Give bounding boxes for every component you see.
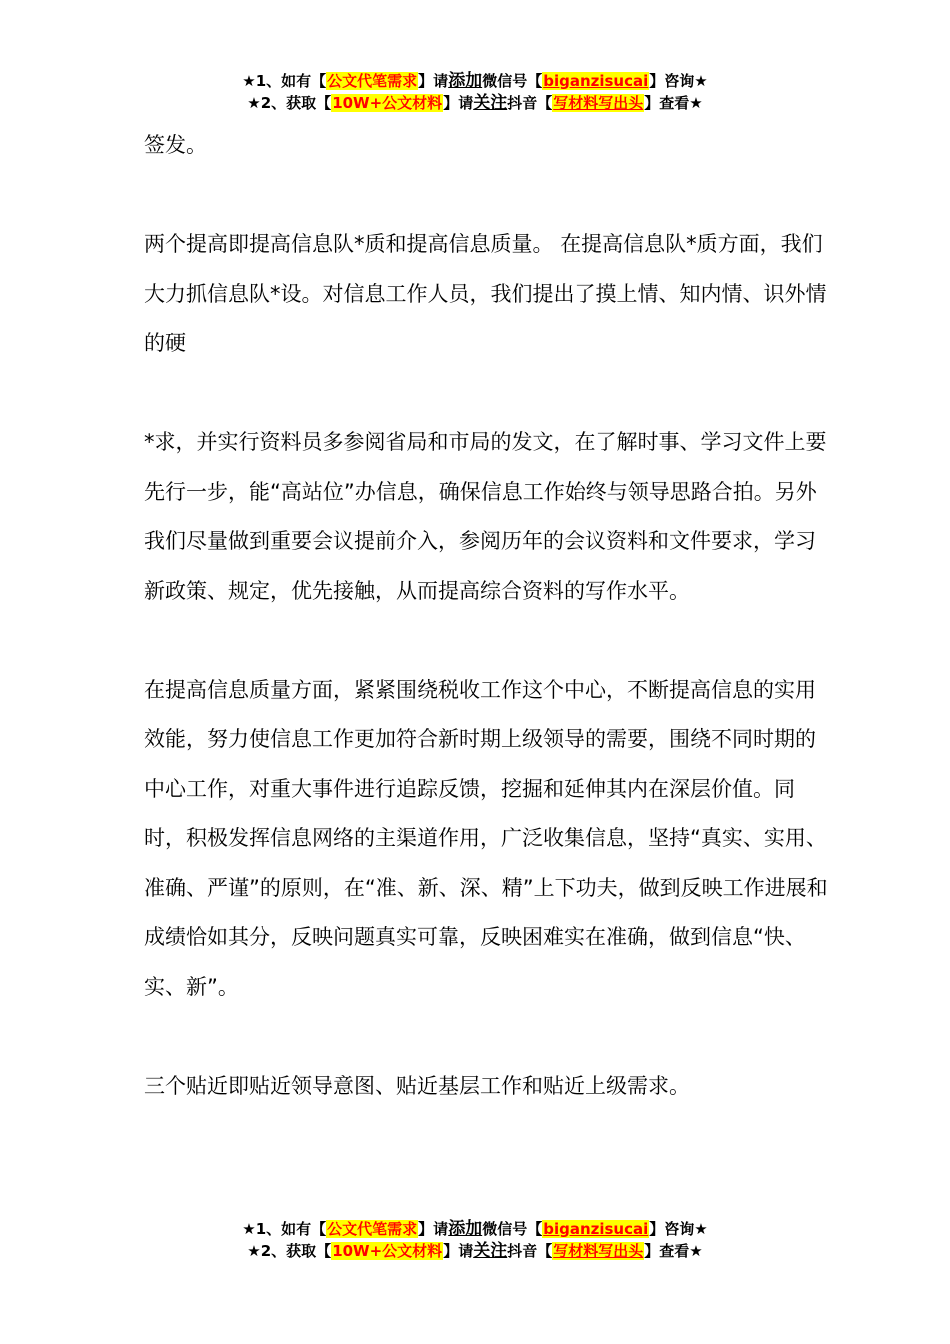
banner-text: 】请 [443, 1242, 474, 1260]
paragraph: 三个贴近即贴近领导意图、贴近基层工作和贴近上级需求。 [144, 1073, 690, 1098]
banner-line-1 [0, 70, 950, 92]
paragraph-gap [144, 1012, 834, 1062]
emphasis-text: 关注 [473, 1241, 508, 1261]
paragraph-gap [144, 171, 834, 221]
banner-line-2 [0, 1240, 950, 1262]
banner-text: 】请 [418, 72, 449, 90]
banner-text: 】查看★ [644, 94, 703, 112]
banner-text: ★1、如有【 [242, 1220, 327, 1238]
paragraph: 在提高信息质量方面，紧紧围绕税收工作这个中心，不断提高信息的实用效能，努力使信息工作更加符合新时期上级领导的需要，围绕不同时期的中心工作，对重大事件进行追踪反馈，挖掘和延伸其内在深层价值。同时，积极发挥信息网络的主渠道作用，广泛收集信息，坚持“真实、实用、准确、严谨”的原则，在“准、新、深、精”上下功夫，做到反映工作进展和成绩恰如其分，反映问题真实可靠，反映困难实在准确，做到信息“快、实、新”。 [144, 677, 828, 999]
paragraph: 签发。 [144, 133, 207, 157]
paragraph-gap [144, 616, 834, 666]
banner-text: 】请 [443, 94, 474, 112]
paragraph: *求，并实行资料员多参阅省局和市局的发文，在了解时事、学习文件上要先行一步，能“高站位”办信息，确保信息工作始终与领导思路合拍。另外我们尽量做到重要会议提前介入，参阅历年的会议资料和文件要求，学习新政策、规定，优先接触，从而提高综合资料的写作水平。 [144, 430, 827, 603]
highlight-text: 10W+公文材料 [332, 1242, 443, 1260]
header-banner [0, 70, 950, 114]
banner-text: 微信号【 [482, 72, 543, 90]
banner-text: 抖音【 [507, 1242, 553, 1260]
banner-text: 】请 [418, 1220, 449, 1238]
wechat-id: biganzisucai [543, 1220, 649, 1238]
banner-text: 微信号【 [482, 1220, 543, 1238]
banner-text: 】查看★ [644, 1242, 703, 1260]
emphasis-text: 关注 [473, 93, 508, 113]
highlight-text: 公文代笔需求 [327, 1220, 418, 1238]
document-body [144, 121, 834, 1111]
emphasis-text: 添加 [448, 71, 483, 91]
banner-text: 】咨询★ [649, 72, 708, 90]
paragraph-gap [144, 369, 834, 419]
banner-text: 】咨询★ [649, 1220, 708, 1238]
emphasis-text: 添加 [448, 1219, 483, 1239]
footer-banner [0, 1218, 950, 1262]
banner-line-2 [0, 92, 950, 114]
wechat-id: biganzisucai [543, 72, 649, 90]
paragraph: 两个提高即提高信息队*质和提高信息质量。 在提高信息队*质方面，我们大力抓信息队*设。对信息工作人员，我们提出了摸上情、知内情、识外情的硬 [144, 232, 827, 355]
banner-text: 抖音【 [507, 94, 553, 112]
douyin-account: 写材料写出头 [553, 1242, 644, 1260]
highlight-text: 10W+公文材料 [332, 94, 443, 112]
banner-line-1 [0, 1218, 950, 1240]
douyin-account: 写材料写出头 [553, 94, 644, 112]
banner-text: ★2、获取【 [247, 1242, 332, 1260]
highlight-text: 公文代笔需求 [327, 72, 418, 90]
banner-text: ★2、获取【 [247, 94, 332, 112]
banner-text: ★1、如有【 [242, 72, 327, 90]
